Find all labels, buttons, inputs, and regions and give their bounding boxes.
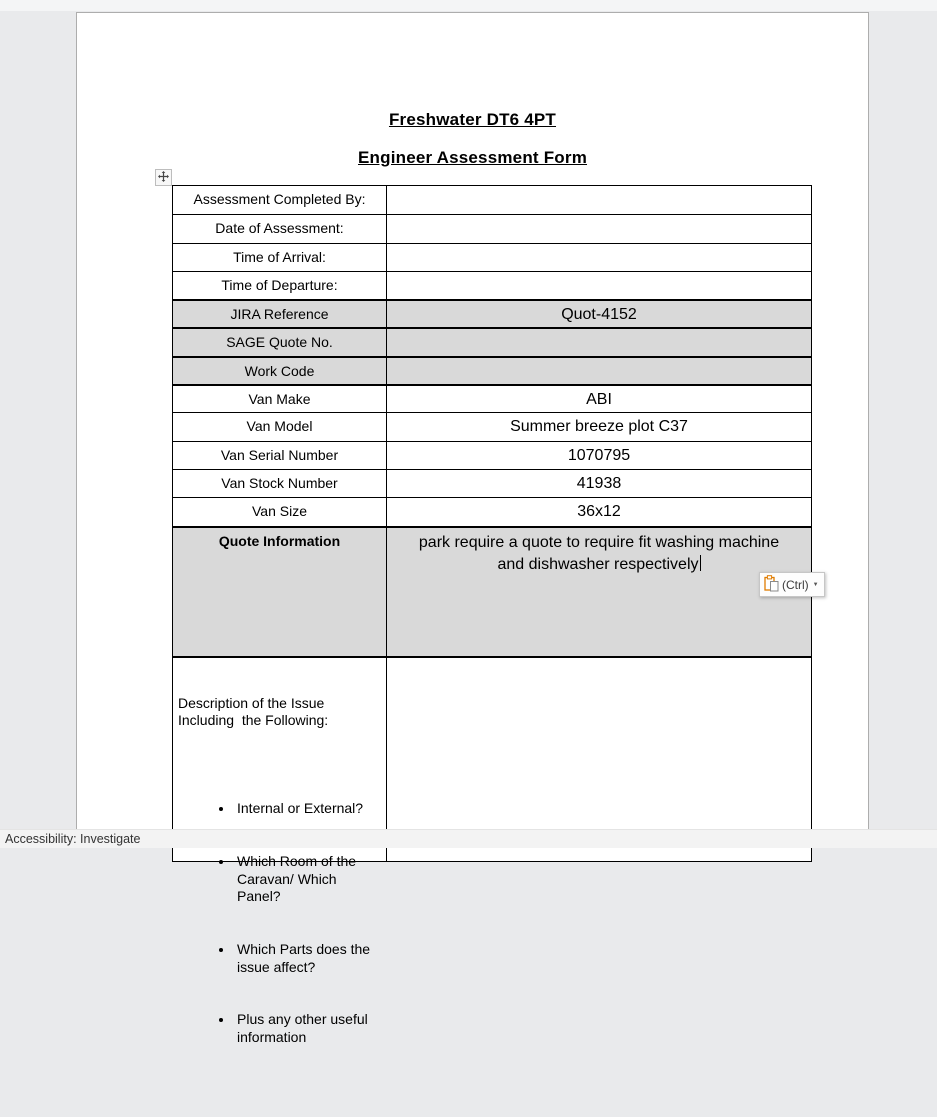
- row-label: Time of Departure:: [173, 272, 387, 299]
- window-top-strip: [0, 0, 937, 11]
- row-value[interactable]: 36x12: [577, 503, 621, 521]
- row-label: Van Make: [173, 386, 387, 412]
- row-value[interactable]: [387, 329, 811, 355]
- bullet-item: • Which Parts does the issue affect?: [234, 941, 384, 976]
- clipboard-paste-icon: [764, 575, 779, 595]
- table-row: [173, 214, 811, 242]
- row-value[interactable]: Quot-4152: [561, 306, 637, 324]
- table-row: [173, 441, 811, 469]
- table-row: [173, 299, 811, 327]
- row-value[interactable]: [387, 186, 811, 214]
- row-label: Van Serial Number: [173, 442, 387, 469]
- row-value[interactable]: 41938: [576, 474, 622, 492]
- row-label: JIRA Reference: [173, 301, 387, 327]
- paste-options-label: (Ctrl): [782, 577, 809, 592]
- document-title: Freshwater DT6 4PT: [388, 110, 557, 129]
- table-row: [173, 469, 811, 497]
- table-move-handle[interactable]: [155, 169, 172, 186]
- row-label: Quote Information: [173, 528, 387, 656]
- quote-text: park require a quote to require fit washing machine and dishwasher respectively: [418, 533, 780, 573]
- accessibility-status[interactable]: Accessibility: Investigate: [5, 832, 141, 846]
- description-bullet-list: [178, 765, 384, 1082]
- table-row: [173, 412, 811, 440]
- description-label: Description of the Issue Including the Following:: [178, 694, 329, 729]
- table-row: [173, 497, 811, 525]
- row-value[interactable]: Summer breeze plot C37: [510, 418, 688, 436]
- table-row: [173, 186, 811, 214]
- assessment-table: [172, 185, 812, 1046]
- table-row: [173, 271, 811, 299]
- row-label: Van Stock Number: [173, 470, 387, 497]
- row-value[interactable]: [387, 244, 811, 271]
- move-arrows-icon: [158, 169, 169, 187]
- bullet-item: • Plus any other useful information: [234, 1011, 384, 1046]
- row-value[interactable]: ABI: [586, 391, 612, 409]
- status-bar: [0, 829, 937, 848]
- document-page: [76, 12, 869, 1046]
- paste-options-button[interactable]: [759, 572, 825, 597]
- row-label: Work Code: [173, 358, 387, 384]
- quote-information-value[interactable]: [387, 528, 811, 656]
- row-value[interactable]: [387, 215, 811, 242]
- row-label: Van Model: [173, 413, 387, 440]
- table-row: [173, 384, 811, 412]
- row-label: Time of Arrival:: [173, 244, 387, 271]
- row-label: Van Size: [173, 498, 387, 525]
- row-label: SAGE Quote No.: [173, 329, 387, 355]
- text-cursor: [700, 555, 701, 571]
- table-row: [173, 327, 811, 355]
- bullet-item: • Internal or External?: [234, 800, 384, 818]
- document-subtitle: Engineer Assessment Form: [357, 148, 588, 167]
- row-label: Assessment Completed By:: [173, 186, 387, 214]
- quote-information-row: [173, 526, 811, 656]
- row-value[interactable]: 1070795: [567, 446, 631, 464]
- table-row: [173, 356, 811, 384]
- row-value[interactable]: [387, 272, 811, 299]
- bullet-item: • Which Room of the Caravan/ Which Panel?: [234, 853, 384, 906]
- table-row: [173, 243, 811, 271]
- row-label: Date of Assessment:: [173, 215, 387, 242]
- chevron-down-icon: ▼: [812, 581, 819, 588]
- row-value[interactable]: [387, 358, 811, 384]
